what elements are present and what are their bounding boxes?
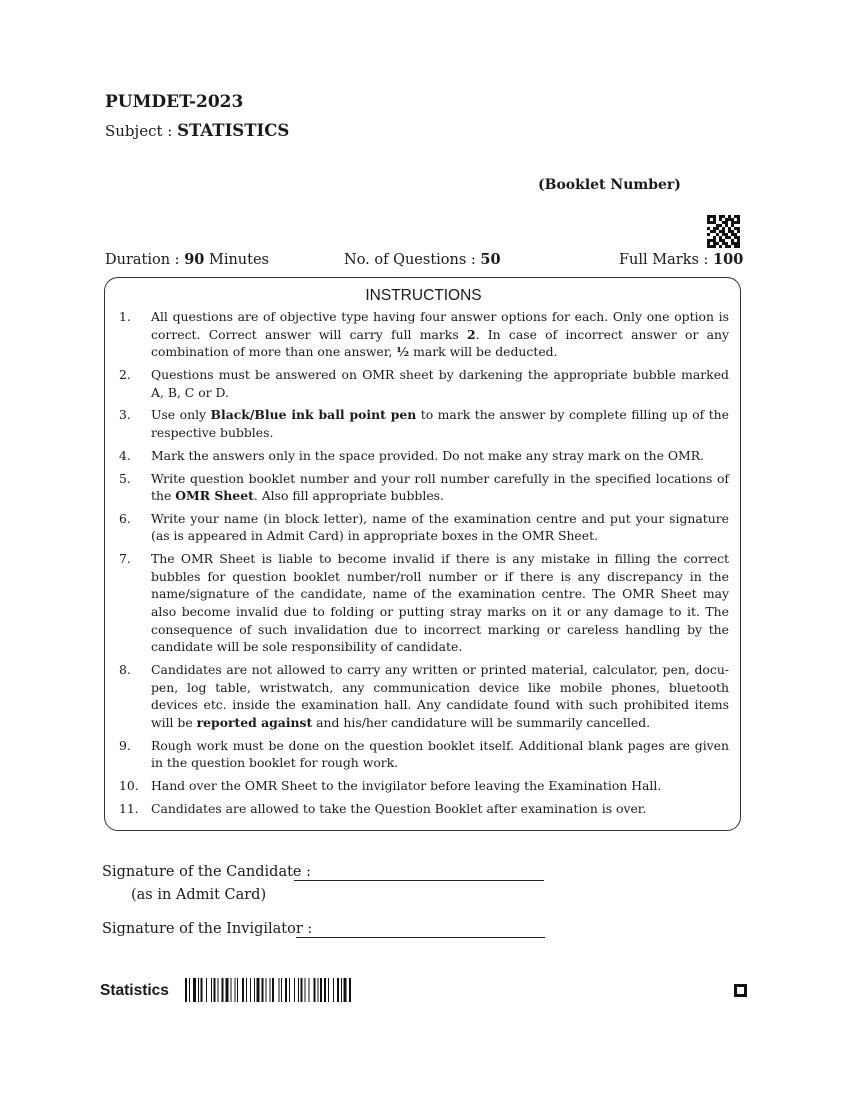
instruction-item	[117, 661, 729, 731]
instructions-title: INSTRUCTIONS	[365, 287, 482, 304]
barcode-icon	[185, 978, 407, 1002]
instruction-item	[117, 737, 729, 772]
instruction-item	[117, 366, 729, 401]
instruction-text: Mark the answers only in the space provided. Do not make any stray mark on the OMR.	[151, 447, 704, 463]
instruction-text: . Also fill appropriate bubbles.	[253, 488, 444, 504]
duration	[105, 251, 269, 268]
instruction-text: The OMR Sheet is liable to become invalid if there is any mistake in filling the correct bubbles for question booklet number/roll number or if there is any discrepancy in the name/signature of the candidate, name of the examination centre. The OMR Sheet may also become invalid due to folding or putting stray marks on it or any damage to it. The consequence of such invalidation due to incorrect marking or careless handling by the candidate will be sole responsibility of candidate.	[151, 551, 729, 655]
instruction-number: 4.	[119, 447, 131, 463]
booklet-number-label: (Booklet Number)	[538, 177, 681, 193]
instruction-number: 9.	[119, 737, 131, 753]
qr-code-icon	[707, 215, 740, 248]
instruction-text: Hand over the OMR Sheet to the invigilator before leaving the Examination Hall.	[151, 777, 662, 793]
instruction-text: Candidates are not allowed to carry any written or printed material, calculator, pen, docu-pen, log table, wristwatch, any communication device like mobile phones, bluetooth devices etc. inside the examination hall. Any candidate found with such prohibited items will be	[151, 662, 729, 730]
duration-label: Duration :	[105, 252, 180, 268]
instruction-text: All questions are of objective type having four answer options for each. Only one option is correct. Correct answer will carry full marks	[151, 309, 729, 342]
instruction-text: to mark the answer by complete filling up of the respective bubbles.	[151, 407, 729, 440]
instruction-text: Write question booklet number and your roll number carefully in the specified locations of the	[151, 470, 729, 504]
marks-label: Full Marks :	[619, 252, 709, 268]
instruction-number: 3.	[119, 407, 131, 423]
instruction-number: 8.	[119, 662, 131, 677]
duration-value: 90	[184, 251, 205, 268]
instruction-emphasis: reported against	[196, 714, 313, 730]
instruction-text: Questions must be answered on OMR sheet by darkening the appropriate bubble marked A, B, C or D.	[151, 366, 729, 400]
candidate-signature-label: Signature of the Candidate :	[102, 864, 312, 880]
instruction-item	[117, 550, 729, 656]
instruction-text: Write your name (in block letter), name of the examination centre and put your signature (as is appeared in Admit Card) in appropriate boxes in the OMR Sheet.	[151, 510, 729, 544]
corner-registration-mark	[734, 984, 747, 997]
instruction-emphasis: 2	[466, 326, 476, 342]
question-count	[344, 251, 501, 268]
exam-title: PUMDET-2023	[105, 92, 244, 112]
candidate-signature-line[interactable]	[294, 880, 544, 881]
instruction-emphasis: ½	[396, 344, 410, 360]
invigilator-signature-line[interactable]	[296, 937, 545, 938]
instruction-emphasis: Black/Blue ink ball point pen	[210, 407, 417, 423]
instruction-item	[117, 470, 729, 505]
instruction-text: and his/her candidature will be summarily cancelled.	[312, 714, 651, 730]
instruction-text: Use only	[151, 407, 211, 423]
invigilator-signature-label: Signature of the Invigilator :	[102, 921, 313, 937]
instruction-item	[117, 308, 729, 361]
instruction-text: mark will be deducted.	[409, 344, 558, 360]
instructions-box	[104, 277, 741, 831]
instruction-item	[117, 777, 729, 795]
instruction-number: 6.	[119, 510, 131, 526]
subject-value: STATISTICS	[177, 121, 290, 140]
instruction-text: . In case of incorrect answer or any combination of more than one answer,	[151, 326, 729, 360]
subject-line	[105, 121, 289, 140]
instruction-number: 2.	[119, 366, 131, 382]
instruction-item	[117, 406, 729, 441]
instruction-number: 1.	[119, 309, 131, 324]
instruction-text: Rough work must be done on the question booklet itself. Additional blank pages are given in the question booklet for rough work.	[151, 737, 729, 771]
instructions-list	[117, 308, 729, 823]
full-marks	[619, 251, 743, 268]
instruction-item	[117, 447, 729, 465]
instruction-item	[117, 800, 729, 818]
instruction-number: 5.	[119, 470, 131, 486]
subject-label: Subject :	[105, 122, 173, 140]
candidate-signature-note: (as in Admit Card)	[131, 887, 267, 903]
instruction-number: 7.	[119, 551, 131, 567]
footer-subject-label: Statistics	[100, 982, 169, 999]
instruction-item	[117, 510, 729, 545]
instruction-number: 10.	[119, 777, 139, 793]
instruction-number: 11.	[119, 800, 139, 816]
questions-value: 50	[480, 251, 501, 268]
instruction-text: Candidates are allowed to take the Question Booklet after examination is over.	[151, 800, 647, 816]
marks-value: 100	[713, 251, 744, 268]
duration-unit: Minutes	[208, 252, 269, 268]
questions-label: No. of Questions :	[344, 252, 476, 268]
instruction-emphasis: OMR Sheet	[175, 488, 254, 504]
